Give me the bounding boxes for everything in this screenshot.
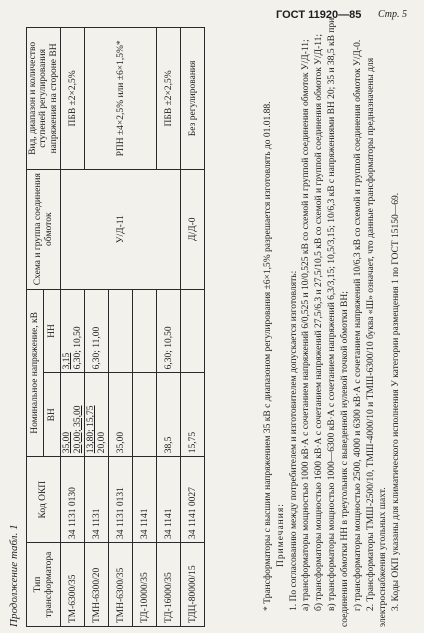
cell-nn: 6,30; 10,50 bbox=[157, 289, 181, 373]
col-header-nn: НН bbox=[44, 289, 61, 373]
cell-okp: 34 1141 0027 bbox=[181, 457, 205, 543]
cell-okp: 34 1131 0130 bbox=[61, 457, 85, 543]
table-row bbox=[85, 28, 109, 627]
cell-reg-none: Без регулирования bbox=[181, 28, 205, 170]
col-header-scheme: Схема и группа соединения обмоток bbox=[27, 169, 61, 289]
vn-value: 20,00 bbox=[96, 431, 107, 454]
note-item: б) трансформаторы мощностью 1600 кВ·А с сочетанием напряжений 27,5/6,3 и 27,5/10,5 кВ со схемой и группой соединения обмоток У/Д-11; bbox=[314, 33, 325, 611]
cell-type: ТД-10000/35 bbox=[133, 543, 157, 627]
cell-scheme-dd: Д/Д-0 bbox=[181, 169, 205, 289]
cell-okp: 34 1131 bbox=[85, 457, 109, 543]
cell-type: ТДЦ-80000/15 bbox=[181, 543, 205, 627]
cell-type: ТМ-6300/35 bbox=[61, 543, 85, 627]
table-row bbox=[157, 28, 181, 627]
cell-vn bbox=[133, 373, 157, 457]
col-header-okp: Код ОКП bbox=[27, 457, 61, 543]
note-item: 1. По согласованию между потребителем и изготовителем допускается изготовлять: bbox=[288, 270, 299, 611]
cell-vn bbox=[61, 373, 85, 457]
col-header-type: Тип трансформатора bbox=[27, 543, 61, 627]
table-row bbox=[61, 28, 85, 627]
table-row bbox=[181, 28, 205, 627]
nn-value: 3,15 bbox=[62, 352, 73, 370]
cell-vn: 38,5 bbox=[157, 373, 181, 457]
transformer-table bbox=[26, 27, 205, 627]
cell-type: ТД-16000/35 bbox=[157, 543, 181, 627]
col-header-regulation: Вид, диапазон и количество ступеней регулирования напряжения на стороне ВН bbox=[27, 28, 61, 170]
col-header-voltage: Номинальное напряжение, кВ bbox=[27, 289, 44, 457]
vn-value: 35,00 bbox=[62, 431, 73, 454]
note-item: а) трансформаторы мощностью 1000 кВ·А с сочетанием напряжений 6/0,525 и 10/0,525 кВ со схемой и группой соединения обмоток У/Д-11; bbox=[301, 39, 312, 611]
cell-type: ТМН-6300/20 bbox=[85, 543, 109, 627]
cell-nn bbox=[133, 289, 157, 373]
page-number: Стр. 5 bbox=[378, 9, 408, 20]
cell-nn bbox=[181, 289, 205, 373]
footnote: * Трансформаторы с высшим напряжением 35 кВ с диапазоном регулирования ±6×1,5% разрешается изготовлять до 01.01.88. bbox=[263, 101, 273, 611]
table-continuation-label: Продолжение табл. 1 bbox=[8, 524, 20, 627]
cell-okp: 34 1141 bbox=[133, 457, 157, 543]
cell-reg-rpn: РПН ±4×2,5% или ±6×1,5%* bbox=[85, 28, 157, 170]
notes-block bbox=[262, 13, 403, 627]
cell-vn: 15,75 bbox=[181, 373, 205, 457]
cell-okp: 34 1141 bbox=[157, 457, 181, 543]
cell-nn bbox=[61, 289, 85, 373]
cell-reg-pbv: ПБВ ±2×2,5% bbox=[61, 28, 85, 170]
vn-value: 13,80; 15,75 bbox=[86, 405, 97, 454]
note-item: г) трансформаторы мощностью 2500, 4000 и 6300 кВ·А с сочетанием напряжений 10/6,3 кВ со схемой и группой соединения обмоток У/Д-0. bbox=[352, 39, 363, 611]
cell-nn bbox=[109, 289, 133, 373]
cell-scheme-yd: У/Д-11 bbox=[61, 169, 181, 289]
note-item: в) трансформаторы мощностью 1000—6300 кВ·А с сочетанием напряжений 6,3/3,15; 10,5/3,15; 10/6,3 кВ с напряжениями ВН 20; 35 и 38,5 кВ при соединении обмотки НН в треугольник с выведенной нулевой точкой обмотки ВН; bbox=[327, 17, 350, 627]
cell-type: ТМН-6300/35 bbox=[109, 543, 133, 627]
cell-nn: 6,30; 11,00 bbox=[85, 289, 109, 373]
nn-value: 6,30; 10,50 bbox=[72, 326, 83, 370]
note-item: 3. Коды ОКП указаны для климатического исполнения У категории размещения 1 по ГОСТ 15150—69. bbox=[391, 192, 402, 611]
standard-number: ГОСТ 11920—85 bbox=[276, 9, 362, 21]
cell-okp: 34 1131 0131 bbox=[109, 457, 133, 543]
cell-vn: 35,00 bbox=[109, 373, 133, 457]
col-header-vn: ВН bbox=[44, 373, 61, 457]
vn-value: 20,00; 35,00 bbox=[72, 405, 83, 454]
note-item: 2. Трансформаторы ТМШ-2500/10, ТМШ-4000/10 и ТМШ-6300/10 буква «Ш» означает, что данные трансформаторы предназначены для электроснабжения угольных шахт. bbox=[365, 57, 389, 627]
cell-vn bbox=[85, 373, 109, 457]
notes-title: Примечания: bbox=[275, 503, 286, 567]
cell-reg-pbv: ПБВ ±2×2,5% bbox=[157, 28, 181, 170]
